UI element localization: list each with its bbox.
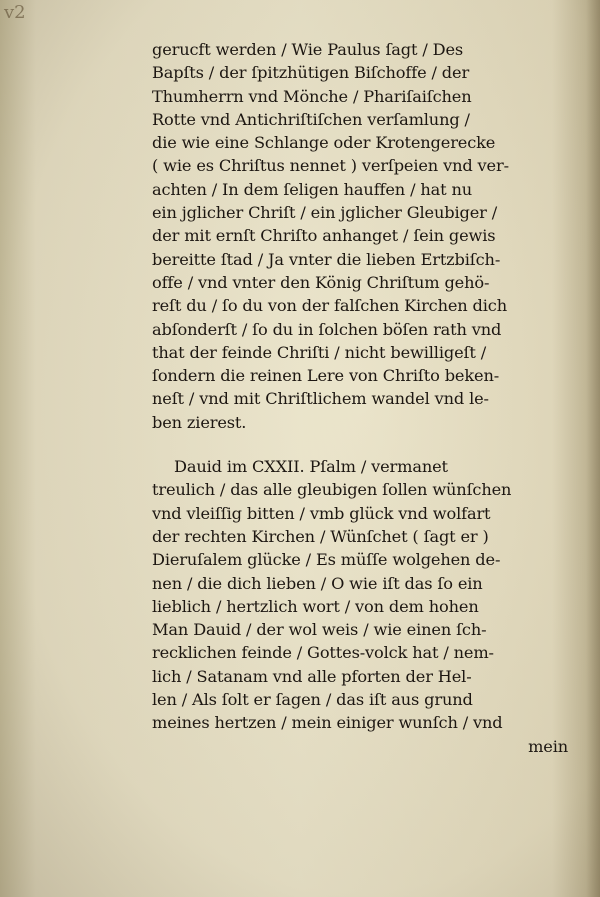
text-line: lich / Satanam vnd alle pforten der Hel- bbox=[152, 666, 472, 686]
text-line: Rotte vnd Antichriſtiſchen verſamlung / bbox=[152, 109, 470, 129]
text-line: vnd vleiſſig bitten / vmb glück vnd wolfart bbox=[152, 503, 491, 523]
page-text-block bbox=[152, 38, 568, 758]
text-line: len / Als ſolt er ſagen / das iſt aus grund bbox=[152, 690, 473, 710]
text-line: bereitte ſtad / Ja vnter die lieben Ertzbiſch- bbox=[152, 249, 501, 269]
text-line: lieblich / hertzlich wort / von dem hohen bbox=[152, 596, 479, 616]
page-corner-mark: v2 bbox=[4, 2, 26, 23]
text-line: Thumherrn vnd Mönche / Phariſaiſchen bbox=[152, 86, 472, 106]
text-line: Dieruſalem glücke / Es müſſe wolgehen de- bbox=[152, 550, 501, 570]
text-line: meines hertzen / mein einiger wunſch / vnd bbox=[152, 713, 503, 733]
text-line: Dauid im CXXII. Pſalm / vermanet bbox=[174, 457, 448, 477]
text-line: Bapſts / der ſpitzhütigen Biſchoffe / der bbox=[152, 63, 470, 83]
text-line: ( wie es Chriſtus nennet ) verſpeien vnd ver- bbox=[152, 156, 509, 176]
text-line: offe / vnd vnter den König Chriſtum gehö- bbox=[152, 272, 490, 292]
text-line: der rechten Kirchen / Wünſchet ( ſagt er ) bbox=[152, 526, 489, 546]
text-line: der mit ernſt Chriſto anhanget / ſein gewis bbox=[152, 226, 496, 246]
text-line: reſt du / ſo du von der falſchen Kirchen dich bbox=[152, 296, 507, 316]
text-line: achten / In dem ſeligen hauffen / hat nu bbox=[152, 179, 473, 199]
text-line: treulich / das alle gleubigen ſollen wünſchen bbox=[152, 480, 512, 500]
text-line: abſonderſt / ſo du in ſolchen böſen rath vnd bbox=[152, 319, 502, 339]
text-line: that der feinde Chriſti / nicht bewilligeſt / bbox=[152, 342, 487, 362]
text-line: gerucft werden / Wie Paulus ſagt / Des bbox=[152, 40, 464, 59]
text-line: nen / die dich lieben / O wie iſt das ſo ein bbox=[152, 573, 483, 593]
text-line: recklichen feinde / Gottes-volck hat / nem- bbox=[152, 643, 494, 663]
text-line: Man Dauid / der wol weis / wie einen ſch- bbox=[152, 620, 487, 640]
catchword: mein bbox=[528, 736, 568, 756]
page-edge-shadow bbox=[586, 0, 600, 897]
text-line: die wie eine Schlange oder Krotengerecke bbox=[152, 133, 496, 153]
paragraph-gap bbox=[152, 434, 568, 455]
text-line: ſondern die reinen Lere von Chriſto beken- bbox=[152, 366, 500, 386]
text-line: ein jglicher Chriſt / ein jglicher Gleubiger / bbox=[152, 203, 498, 223]
text-line: ben zierest. bbox=[152, 412, 247, 432]
text-line: neſt / vnd mit Chriſtlichem wandel vnd le- bbox=[152, 389, 489, 409]
